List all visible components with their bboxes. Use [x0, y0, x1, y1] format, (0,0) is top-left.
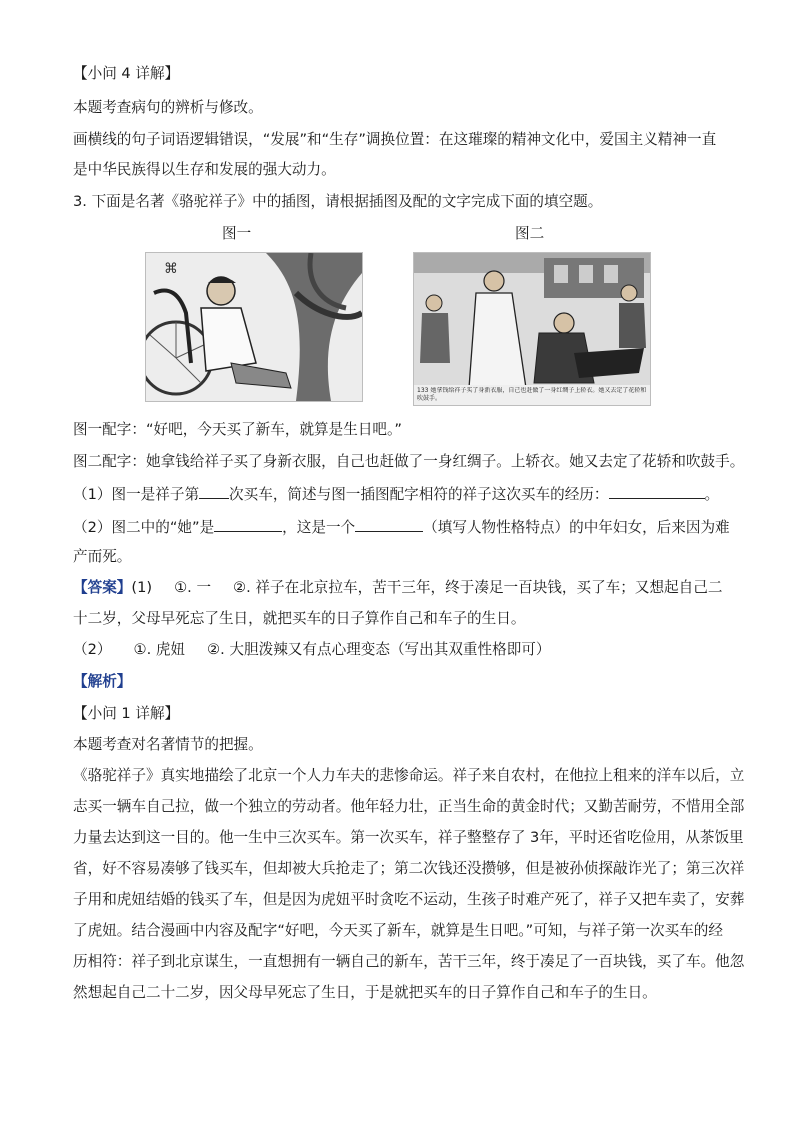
answer-blank[interactable] [199, 484, 229, 499]
text-line: 产而死。 [73, 548, 132, 565]
text-line: 本题考查对名著情节的把握。 [73, 736, 263, 753]
answer-1-choice-2: ②. 祥子在北京拉车，苦干三年，终于凑足一百块钱，买了车；又想起自己二 [233, 579, 723, 596]
subquestion-1-heading: 【小问 1 详解】 [73, 705, 180, 722]
analysis-paragraph-line: 然想起自己二十二岁，因父母早死忘了生日，于是就把买车的日子算作自己和车子的生日。 [73, 984, 657, 1001]
answer-1-choice-1: ①. 一 [174, 579, 212, 596]
answer-2-choice-1: ①. 虎妞 [133, 641, 186, 658]
analysis-paragraph-line: 力量去达到这一目的。他一生中三次买车。第一次买车，祥子整整存了 3年，平时还省吃俭用，从茶饭里 [73, 829, 744, 846]
analysis-paragraph-line: 子用和虎妞结婚的钱买了车，但是因为虎妞平时贪吃不运动，生孩子时难产死了，祥子又把车卖了，安葬 [73, 891, 745, 908]
answer-1 [73, 578, 733, 598]
figure-1-text: 图一配字：“好吧，今天买了新车，就算是生日吧。” [73, 421, 402, 438]
analysis-paragraph-line: 省，好不容易凑够了钱买车，但却被大兵抢走了；第二次钱还没攒够，但是被孙侦探敲诈光了；第三次祥 [73, 860, 745, 877]
question-1-part-b: 次买车，简述与图一插图配字相符的祥子这次买车的经历： [229, 486, 609, 503]
figure-2-text: 图二配字：她拿钱给祥子买了身新衣服，自己也赶做了一身红绸子。上轿衣。她又去定了花轿和吹鼓手。 [73, 453, 745, 470]
question-2 [73, 517, 733, 538]
question-1 [73, 484, 733, 505]
question-1-part-c: 。 [704, 486, 720, 503]
text-line: 是中华民族得以生存和发展的强大动力。 [73, 161, 336, 178]
answer-2-number: （2） [73, 641, 112, 658]
subquestion-4-heading: 【小问 4 详解】 [73, 65, 180, 82]
answer-blank[interactable] [355, 517, 423, 532]
question-1-part-a: （1）图一是祥子第 [73, 486, 200, 503]
answer-blank[interactable] [609, 484, 705, 499]
analysis-paragraph-line: 《骆驼祥子》真实地描绘了北京一个人力车夫的悲惨命运。祥子来自农村，在他拉上租来的洋车以后，立 [73, 767, 745, 784]
question-2-part-c: （填写人物性格特点）的中年妇女，后来因为难 [423, 519, 730, 536]
answer-blank[interactable] [214, 517, 282, 532]
answer-2-choice-2: ②. 大胆泼辣又有点心理变态（写出其双重性格即可） [207, 641, 551, 658]
figure-1-caption: 图一 [222, 225, 252, 242]
question-3-stem: 3. 下面是名著《骆驼祥子》中的插图，请根据插图及配的文字完成下面的填空题。 [73, 193, 603, 210]
question-2-part-b: ，这是一个 [282, 519, 356, 536]
figure-2-illustration [413, 252, 651, 406]
figure-2-inner-caption: 133 她拿钱给祥子买了身新衣服，自己也赶做了一身红绸子上轿衣。她又去定了花轿和吹鼓手。 [417, 387, 647, 402]
analysis-label: 【解析】 [73, 673, 132, 690]
answer-label: 【答案】 [73, 579, 132, 596]
svg-text:⌘: ⌘ [164, 261, 178, 277]
question-2-part-a: （2）图二中的“她”是 [73, 519, 215, 536]
text-line: 本题考查病句的辨析与修改。 [73, 99, 263, 116]
answer-2 [73, 640, 733, 660]
text-line: 画横线的句子词语逻辑错误，“发展”和“生存”调换位置：在这璀璨的精神文化中，爱国主义精神一直 [73, 131, 717, 148]
analysis-paragraph-line: 志买一辆车自己拉，做一个独立的劳动者。他年轻力壮，正当生命的黄金时代；又勤苦耐劳，不惜用全部 [73, 798, 745, 815]
figure-2-caption: 图二 [515, 225, 545, 242]
analysis-paragraph-line: 了虎妞。结合漫画中内容及配字“好吧，今天买了新车，就算是生日吧。”可知，与祥子第一次买车的经 [73, 922, 723, 939]
answer-1-continuation: 十二岁，父母早死忘了生日，就把买车的日子算作自己和车子的生日。 [73, 610, 526, 627]
analysis-paragraph-line: 历相符：祥子到北京谋生，一直想拥有一辆自己的新车，苦干三年，终于凑足了一百块钱，买了车。他忽 [73, 953, 745, 970]
figure-1-illustration [145, 252, 363, 402]
answer-1-number: (1) [131, 579, 153, 596]
